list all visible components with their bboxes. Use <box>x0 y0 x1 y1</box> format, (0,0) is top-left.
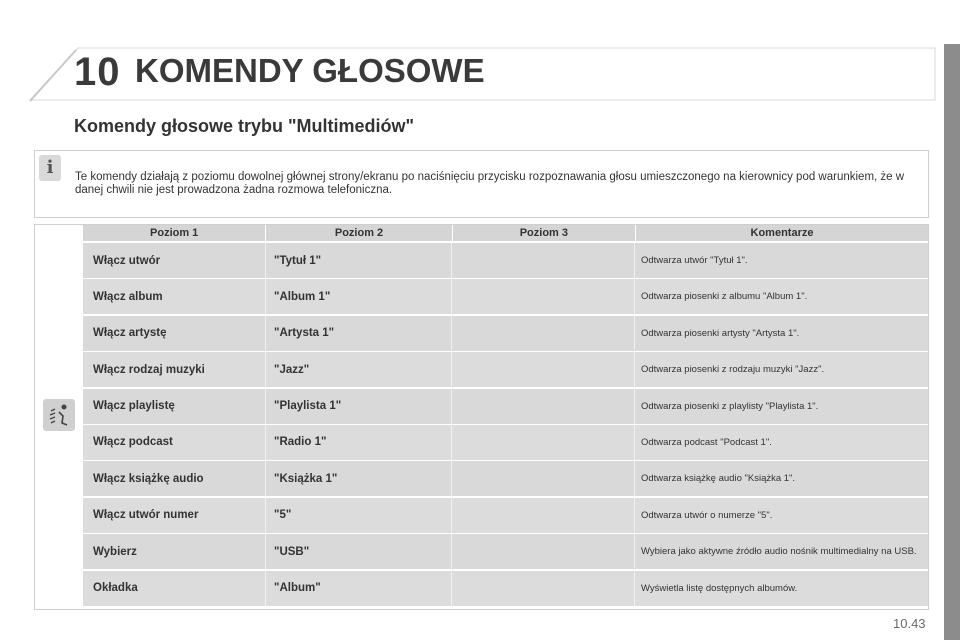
level1-cell: Włącz utwór numer <box>83 498 266 533</box>
voice-command-icon <box>43 399 75 431</box>
level1-cell: Okładka <box>83 571 266 606</box>
chapter-number: 10 <box>74 50 121 94</box>
level2-cell: "USB" <box>266 534 452 569</box>
commands-table <box>34 224 929 610</box>
table-row <box>83 498 928 533</box>
level3-cell <box>452 243 635 278</box>
level3-cell <box>452 461 635 496</box>
level2-cell: "Książka 1" <box>266 461 452 496</box>
comment-cell: Odtwarza piosenki z albumu "Album 1". <box>641 291 808 303</box>
comment-cell: Wyświetla listę dostępnych albumów. <box>641 582 798 594</box>
level2-cell: "5" <box>266 498 452 533</box>
info-text: Te komendy działają z poziomu dowolnej głównej strony/ekranu po naciśnięciu przycisku rozpoznawania głosu umieszczonego na kierownicy pod warunkiem, że w danej chwili nie jest prowadzona żadna rozmowa telefoniczna. <box>75 171 905 196</box>
table-row <box>83 425 928 460</box>
level2-cell: "Playlista 1" <box>266 389 452 424</box>
info-box <box>34 150 929 218</box>
level1-cell: Włącz artystę <box>83 316 266 351</box>
level2-cell: "Tytuł 1" <box>266 243 452 278</box>
level1-cell: Włącz playlistę <box>83 389 266 424</box>
level2-cell: "Jazz" <box>266 352 452 387</box>
table-body <box>83 243 928 607</box>
table-header <box>83 225 928 241</box>
icon-column <box>35 225 81 609</box>
comment-cell: Odtwarza podcast "Podcast 1". <box>641 436 772 448</box>
chapter-tab-strip <box>944 44 960 640</box>
comment-cell: Wybiera jako aktywne źródło audio nośnik multimedialny na USB. <box>641 546 917 558</box>
level3-cell <box>452 352 635 387</box>
table-row <box>83 279 928 314</box>
info-icon: i <box>39 155 61 181</box>
page-number: 10.43 <box>893 616 926 631</box>
table-row <box>83 389 928 424</box>
level2-cell: "Album" <box>266 571 452 606</box>
comment-cell: Odtwarza piosenki z playlisty "Playlista 1". <box>641 400 819 412</box>
comment-cell: Odtwarza piosenki artysty "Artysta 1". <box>641 327 800 339</box>
level1-cell: Włącz album <box>83 279 266 314</box>
table-row <box>83 352 928 387</box>
header-level1: Poziom 1 <box>83 225 266 241</box>
level3-cell <box>452 279 635 314</box>
level3-cell <box>452 534 635 569</box>
level2-cell: "Album 1" <box>266 279 452 314</box>
level1-cell: Włącz podcast <box>83 425 266 460</box>
level3-cell <box>452 571 635 606</box>
table-row <box>83 461 928 496</box>
comment-cell: Odtwarza utwór "Tytuł 1". <box>641 255 748 266</box>
level2-cell: "Radio 1" <box>266 425 452 460</box>
level3-cell <box>452 498 635 533</box>
level3-cell <box>452 316 635 351</box>
chapter-title: KOMENDY GŁOSOWE <box>135 52 485 89</box>
table-row <box>83 571 928 606</box>
level2-cell: "Artysta 1" <box>266 316 452 351</box>
table-row <box>83 316 928 351</box>
level3-cell <box>452 389 635 424</box>
table-row <box>83 534 928 569</box>
level1-cell: Włącz utwór <box>83 243 266 278</box>
header-level3: Poziom 3 <box>453 225 636 241</box>
level1-cell: Wybierz <box>83 534 266 569</box>
level1-cell: Włącz książkę audio <box>83 461 266 496</box>
comment-cell: Odtwarza piosenki z rodzaju muzyki "Jazz". <box>641 364 825 376</box>
table-row <box>83 243 928 278</box>
comment-cell: Odtwarza książkę audio "Książka 1". <box>641 473 796 485</box>
header-level2: Poziom 2 <box>266 225 452 241</box>
level1-cell: Włącz rodzaj muzyki <box>83 352 266 387</box>
comment-cell: Odtwarza utwór o numerze "5". <box>641 509 773 521</box>
section-title: Komendy głosowe trybu "Multimediów" <box>74 116 415 136</box>
level3-cell <box>452 425 635 460</box>
header-comments: Komentarze <box>750 227 814 239</box>
